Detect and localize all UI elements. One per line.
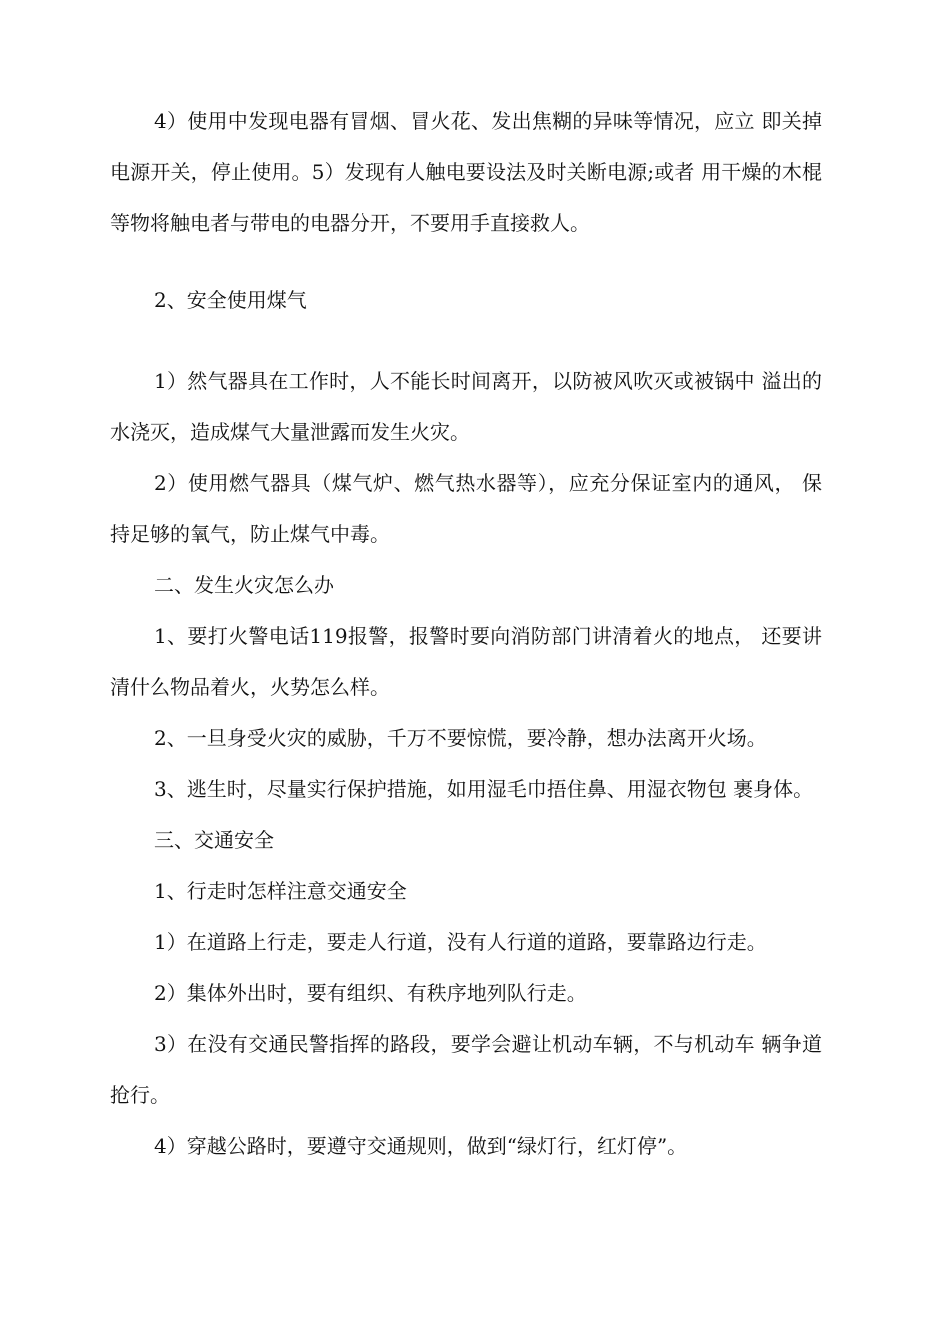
heading-fire: 二、发生火灾怎么办 [154,573,334,597]
paragraph-crossing-road: 4）穿越公路时，要遵守交通规则，做到“绿灯行，红灯停”。 [154,1134,688,1158]
paragraph-stay-calm: 2、一旦身受火灾的威胁，千万不要惊慌，要冷静，想办法离开火场。 [154,726,767,750]
paragraph-call-119: 1、要打火警电话119报警，报警时要向消防部门讲清着火的地点， 还要讲清什么物品着火，火势怎么样。 [110,624,822,699]
paragraph-group-outing: 2）集体外出时，要有组织、有秩序地列队行走。 [154,981,587,1005]
paragraph-escape: 3、逃生时，尽量实行保护措施，如用湿毛巾捂住鼻、用湿衣物包 裹身体。 [154,777,814,801]
paragraph-gas-appliance: 1）然气器具在工作时，人不能长时间离开，以防被风吹灭或被锅中 溢出的水浇灭，造成煤气大量泄露而发生火灾。 [110,369,822,444]
heading-walking-safety: 1、行走时怎样注意交通安全 [154,879,407,903]
paragraph-yield-vehicles: 3）在没有交通民警指挥的路段，要学会避让机动车辆，不与机动车 辆争道抢行。 [110,1032,822,1107]
paragraph-sidewalk: 1）在道路上行走，要走人行道，没有人行道的道路，要靠路边行走。 [154,930,767,954]
document-body [110,96,822,1172]
paragraph-electric-safety: 4）使用中发现电器有冒烟、冒火花、发出焦糊的异味等情况，应立 即关掉电源开关，停止使用。5）发现有人触电要设法及时关断电源;或者 用干燥的木棍等物将触电者与带电的电器分开，不要用手直接救人。 [110,109,822,235]
heading-gas-safety: 2、安全使用煤气 [154,288,307,312]
heading-traffic-safety: 三、交通安全 [154,828,274,852]
paragraph-ventilation: 2）使用燃气器具（煤气炉、燃气热水器等），应充分保证室内的通风， 保持足够的氧气，防止煤气中毒。 [110,471,822,546]
